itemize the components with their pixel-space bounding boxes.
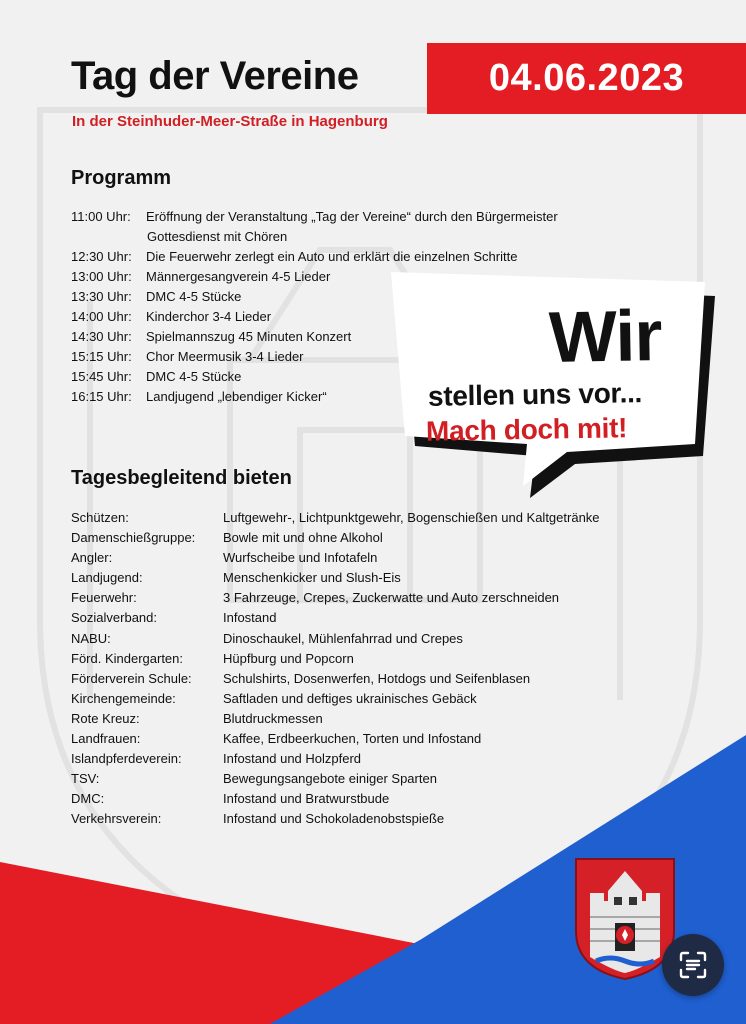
club-name: Rote Kreuz: [71,710,140,726]
club-name: Islandpferdeverein: [71,751,182,767]
offer-row [71,608,671,628]
hagenburg-coat-of-arms-icon [574,857,676,981]
bubble-tagline: stellen uns vor... [427,377,643,412]
programm-text: DMC 4-5 Stücke [146,289,242,304]
offer-row [71,749,671,769]
tagesbegleitend-heading: Tagesbegleitend bieten [71,467,292,489]
event-date: 04.06.2023 [488,57,685,99]
programm-item [71,207,631,227]
programm-text: DMC 4-5 Stücke [146,369,242,384]
programm-time: 15:15 Uhr: [71,349,132,364]
programm-text: Die Feuerwehr zerlegt ein Auto und erklärt die einzelnen Schritte [146,249,518,264]
offer-row [71,709,671,729]
text-scan-button[interactable] [662,934,724,996]
club-name: Sozialverband: [71,610,157,626]
club-name: Landjugend: [71,570,143,586]
offer-row [71,769,671,789]
programm-time: 14:00 Uhr: [71,309,132,324]
programm-text: Spielmannszug 45 Minuten Konzert [146,329,352,344]
club-name: Verkehrsverein: [71,811,162,827]
offer-row [71,689,671,709]
club-offer: Hüpfburg und Popcorn [223,650,354,666]
programm-text: Chor Meermusik 3-4 Lieder [146,349,304,364]
event-date-banner [427,43,746,114]
club-name: Damenschießgruppe: [71,530,196,546]
offer-list [71,508,671,830]
offer-row [71,649,671,669]
club-name: Landfrauen: [71,731,141,747]
programm-time: 13:30 Uhr: [71,289,132,304]
offer-row [71,508,671,528]
club-name: DMC: [71,791,105,807]
bubble-call-to-action: Mach doch mit! [425,412,628,447]
programm-time: 11:00 Uhr: [71,209,131,224]
club-name: NABU: [71,630,111,646]
club-name: Feuerwehr: [71,590,137,606]
offer-row [71,729,671,749]
programm-time: 14:30 Uhr: [71,329,132,344]
programm-text: Kinderchor 3-4 Lieder [146,309,272,324]
club-offer: Infostand und Schokoladenobstspieße [223,811,445,827]
programm-continuation: Gottesdienst mit Chören [147,229,288,244]
club-offer: Saftladen und deftiges ukrainisches Gebäck [223,690,477,706]
offer-row [71,809,671,829]
club-offer: Luftgewehr-, Lichtpunktgewehr, Bogenschießen und Kaltgetränke [223,510,600,525]
event-title: Tag der Vereine [71,54,359,98]
programm-time: 15:45 Uhr: [71,369,132,384]
club-offer: Menschenkicker und Slush-Eis [223,570,401,586]
programm-text: Eröffnung der Veranstaltung „Tag der Vereine“ durch den Bürgermeister [146,209,558,224]
offer-row [71,629,671,649]
club-offer: Wurfscheibe und Infotafeln [223,550,378,566]
club-offer: Bowle mit und ohne Alkohol [223,530,383,546]
club-offer: Infostand und Holzpferd [223,751,362,767]
club-offer: Bewegungsangebote einiger Sparten [223,771,437,787]
club-name: Förderverein Schule: [71,670,192,686]
club-name: Kirchengemeinde: [71,690,176,706]
offer-row [71,588,671,608]
bubble-headline: Wir [548,296,663,378]
club-offer: 3 Fahrzeuge, Crepes, Zuckerwatte und Auto zerschneiden [223,590,560,606]
club-offer: Dinoschaukel, Mühlenfahrrad und Crepes [223,630,463,646]
offer-row [71,528,671,548]
club-name: TSV: [71,771,100,787]
club-offer: Blutdruckmessen [223,710,323,726]
club-offer: Schulshirts, Dosenwerfen, Hotdogs und Seifenblasen [223,670,531,686]
event-location: In der Steinhuder-Meer-Straße in Hagenburg [72,113,388,130]
club-offer: Kaffee, Erdbeerkuchen, Torten und Infostand [223,731,482,747]
club-name: Förd. Kindergarten: [71,650,184,666]
offer-row [71,548,671,568]
club-name: Schützen: [71,510,129,525]
programm-time: 13:00 Uhr: [71,269,132,284]
offer-row [71,789,671,809]
programm-time: 16:15 Uhr: [71,389,132,404]
programm-text: Männergesangverein 4-5 Lieder [146,269,331,284]
programm-text: Landjugend „lebendiger Kicker“ [146,389,327,404]
text-scan-icon [677,949,709,981]
programm-time: 12:30 Uhr: [71,249,132,264]
offer-row [71,568,671,588]
club-name: Angler: [71,550,113,566]
club-offer: Infostand und Bratwurstbude [223,791,390,807]
programm-item [71,247,631,267]
programm-heading: Programm [71,167,172,189]
club-offer: Infostand [223,610,277,626]
offer-row [71,669,671,689]
